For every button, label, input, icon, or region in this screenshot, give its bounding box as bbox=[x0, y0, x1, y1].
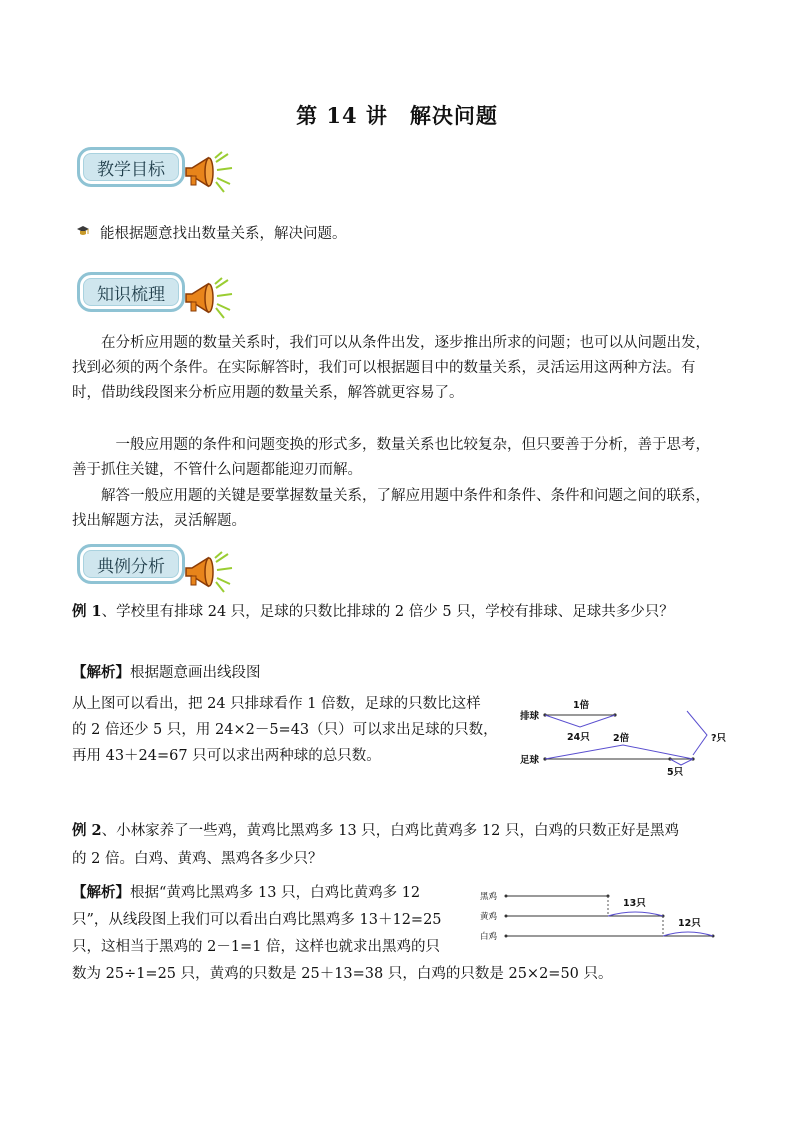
brace-5 bbox=[670, 759, 693, 765]
analysis-line: 只，这相当于黑鸡的 2－1=1 倍，这样也就求出黑鸡的只 bbox=[72, 939, 441, 955]
brace-total bbox=[687, 711, 707, 755]
knowledge-paragraph: 一般应用题的条件和问题变换的形式多，数量关系也比较复杂，但只要善于分析，善于思考，善于抓住关键，不管什么问题都能迎刃而解。 bbox=[72, 437, 710, 478]
diagram-label-white: 白鸡 bbox=[480, 932, 498, 942]
analysis-tag: 【解析】 bbox=[72, 884, 130, 901]
analysis-line: 的 2 倍还少 5 只，用 24×2－5=43（只）可以求出足球的只数， bbox=[72, 722, 498, 738]
analysis-line: 数为 25÷1=25 只，黄鸡的只数是 25＋13=38 只，白鸡的只数是 25×2=50 只。 bbox=[72, 966, 613, 982]
example1-question bbox=[72, 599, 732, 625]
section-badge-goals bbox=[77, 147, 185, 187]
diagram-label-volleyball: 排球 bbox=[520, 711, 540, 722]
diagram-label-black: 黑鸡 bbox=[480, 892, 498, 902]
example1-analysis bbox=[72, 691, 498, 769]
analysis-intro-text: 根据题意画出线段图 bbox=[130, 665, 261, 681]
label-5: 5只 bbox=[667, 767, 684, 778]
label-one-times: 1倍 bbox=[573, 700, 590, 711]
diagram-label-football: 足球 bbox=[520, 755, 540, 766]
section-label-goals: 教学目标 bbox=[97, 159, 165, 180]
analysis-line: 根据“黄鸡比黑鸡多 13 只，白鸡比黄鸡多 12 bbox=[130, 885, 421, 901]
megaphone-icon bbox=[182, 150, 234, 194]
example2-question bbox=[72, 817, 732, 873]
example2-question-line: 、小林家养了一些鸡，黄鸡比黑鸡多 13 只，白鸡比黄鸡多 12 只，白鸡的只数正好是黑鸡 bbox=[101, 823, 679, 839]
goal-text: 能根据题意找出数量关系，解决问题。 bbox=[100, 226, 347, 242]
segment-endpoint bbox=[505, 915, 508, 918]
analysis-tag: 【解析】 bbox=[72, 664, 130, 681]
brace-two-times bbox=[545, 745, 693, 759]
label-two-times: 2倍 bbox=[613, 733, 630, 744]
example2-line-diagram bbox=[478, 886, 728, 946]
label-13: 13只 bbox=[623, 898, 646, 909]
brace-13 bbox=[608, 912, 663, 916]
segment-endpoint bbox=[505, 935, 508, 938]
example1-line-diagram bbox=[515, 695, 735, 785]
brace-12 bbox=[663, 932, 713, 936]
example2-question-line: 的 2 倍。白鸡、黄鸡、黑鸡各多少只？ bbox=[72, 851, 323, 867]
analysis-line: 从上图可以看出，把 24 只排球看作 1 倍数，足球的只数比这样 bbox=[72, 696, 481, 712]
section-badge-examples bbox=[77, 544, 185, 584]
example1-analysis-intro bbox=[72, 660, 261, 686]
page-title bbox=[0, 100, 794, 130]
megaphone-icon bbox=[182, 550, 234, 594]
knowledge-paragraph: 在分析应用题的数量关系时，我们可以从条件出发，逐步推出所求的问题；也可以从问题出发，找到必须的两个条件。在实际解答时，我们可以根据题目中的数量关系，灵活运用这两种方法。有时，借助线段图来分析应用题的数量关系，解答就更容易了。 bbox=[72, 335, 710, 401]
analysis-line: 再用 43＋24=67 只可以求出两种球的总只数。 bbox=[72, 748, 381, 764]
example2-label: 例 2 bbox=[72, 822, 102, 839]
diagram-label-yellow: 黄鸡 bbox=[480, 912, 498, 922]
megaphone-icon bbox=[182, 276, 234, 320]
label-12: 12只 bbox=[678, 918, 701, 929]
brace-24 bbox=[545, 715, 615, 727]
graduation-cap-icon bbox=[76, 224, 90, 238]
section-label-examples: 典例分析 bbox=[97, 556, 165, 577]
label-total: ?只 bbox=[711, 733, 727, 744]
analysis-line: 只”，从线段图上我们可以看出白鸡比黑鸡多 13＋12=25 bbox=[72, 912, 442, 928]
section-label-knowledge: 知识梳理 bbox=[97, 284, 165, 305]
label-24: 24只 bbox=[567, 732, 590, 743]
segment-endpoint bbox=[505, 895, 508, 898]
knowledge-paragraph: 解答一般应用题的关键是要掌握数量关系，了解应用题中条件和条件、条件和问题之间的联系，找出解题方法，灵活解题。 bbox=[72, 488, 710, 529]
lecture-topic: 解决问题 bbox=[409, 103, 498, 128]
example1-question-text: 、学校里有排球 24 只，足球的只数比排球的 2 倍少 5 只，学校有排球、足球共多少只？ bbox=[101, 604, 674, 620]
example1-label: 例 1 bbox=[72, 603, 102, 620]
lecture-number: 第 14 讲 bbox=[296, 103, 388, 128]
section-badge-knowledge bbox=[77, 272, 185, 312]
